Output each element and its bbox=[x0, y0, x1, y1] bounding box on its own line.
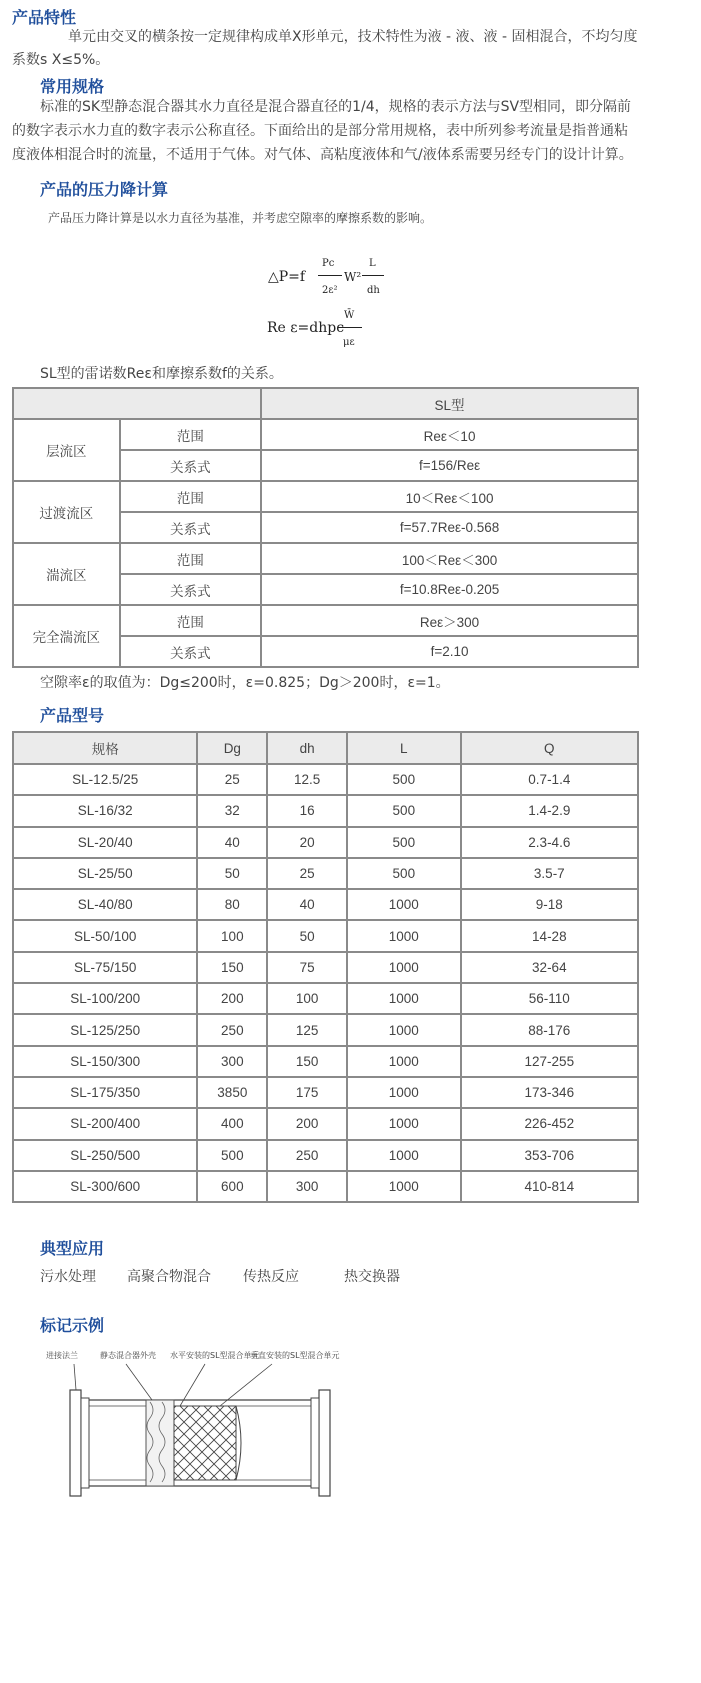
relation-value-cell: f=2.10 bbox=[261, 636, 638, 667]
model-l-cell: 1000 bbox=[347, 1014, 461, 1045]
model-row bbox=[13, 858, 638, 889]
section-title-applications: 典型应用 bbox=[40, 1239, 105, 1258]
left-flange-neck bbox=[81, 1398, 89, 1488]
relation-label-cell: 关系式 bbox=[120, 512, 261, 543]
formula2-num: W̄ bbox=[344, 310, 355, 321]
model-q-cell: 353-706 bbox=[461, 1140, 638, 1171]
section-title-models: 产品型号 bbox=[40, 706, 105, 725]
model-header-dh: dh bbox=[267, 732, 347, 764]
application-item: 高聚合物混合 bbox=[127, 1269, 211, 1285]
formula1-bar2 bbox=[362, 275, 384, 276]
model-dg-cell: 3850 bbox=[197, 1077, 267, 1108]
model-q-cell: 32-64 bbox=[461, 952, 638, 983]
model-dg-cell: 300 bbox=[197, 1046, 267, 1077]
range-value-cell: Reε＜10 bbox=[261, 419, 638, 450]
model-q-cell: 14-28 bbox=[461, 920, 638, 951]
model-dh-cell: 20 bbox=[267, 827, 347, 858]
relation-label-cell: 关系式 bbox=[120, 574, 261, 605]
application-item: 污水处理 bbox=[40, 1269, 96, 1285]
range-label-cell: 范围 bbox=[120, 543, 261, 574]
model-row bbox=[13, 1077, 638, 1108]
model-q-cell: 3.5-7 bbox=[461, 858, 638, 889]
formula2-bar bbox=[338, 327, 362, 328]
model-q-cell: 410-814 bbox=[461, 1171, 638, 1202]
model-dg-cell: 25 bbox=[197, 764, 267, 795]
friction-header-empty bbox=[13, 388, 261, 419]
formula1-den1: 2ε² bbox=[322, 285, 338, 296]
range-value-cell: 10＜Reε＜100 bbox=[261, 481, 638, 512]
formula1-num2: L bbox=[369, 258, 376, 269]
model-q-cell: 9-18 bbox=[461, 889, 638, 920]
model-header-spec: 规格 bbox=[13, 732, 197, 764]
section-title-marking: 标记示例 bbox=[40, 1316, 105, 1335]
model-header-q: Q bbox=[461, 732, 638, 764]
zone-cell: 完全湍流区 bbox=[13, 605, 120, 667]
range-label-cell: 范围 bbox=[120, 605, 261, 636]
model-dh-cell: 25 bbox=[267, 858, 347, 889]
model-spec-cell: SL-175/350 bbox=[13, 1077, 197, 1108]
application-item: 热交换器 bbox=[344, 1269, 400, 1285]
model-row bbox=[13, 983, 638, 1014]
model-header-l: L bbox=[347, 732, 461, 764]
model-l-cell: 500 bbox=[347, 827, 461, 858]
model-q-cell: 0.7-1.4 bbox=[461, 764, 638, 795]
range-value-cell: Reε＞300 bbox=[261, 605, 638, 636]
model-l-cell: 1000 bbox=[347, 920, 461, 951]
model-spec-cell: SL-200/400 bbox=[13, 1108, 197, 1139]
relation-value-cell: f=10.8Reε-0.205 bbox=[261, 574, 638, 605]
model-spec-cell: SL-300/600 bbox=[13, 1171, 197, 1202]
model-dh-cell: 175 bbox=[267, 1077, 347, 1108]
mixer-diagram bbox=[40, 1350, 360, 1500]
model-q-cell: 1.4-2.9 bbox=[461, 795, 638, 826]
model-row bbox=[13, 1140, 638, 1171]
model-row bbox=[13, 795, 638, 826]
formula1-mid: W² bbox=[344, 270, 362, 284]
model-dg-cell: 40 bbox=[197, 827, 267, 858]
model-l-cell: 1000 bbox=[347, 1171, 461, 1202]
model-dh-cell: 50 bbox=[267, 920, 347, 951]
model-dh-cell: 150 bbox=[267, 1046, 347, 1077]
model-l-cell: 1000 bbox=[347, 1077, 461, 1108]
model-row bbox=[13, 1171, 638, 1202]
model-row bbox=[13, 889, 638, 920]
formula1-den2: dh bbox=[367, 285, 380, 296]
model-dg-cell: 600 bbox=[197, 1171, 267, 1202]
right-flange bbox=[319, 1390, 330, 1496]
model-dh-cell: 125 bbox=[267, 1014, 347, 1045]
model-dg-cell: 80 bbox=[197, 889, 267, 920]
model-dg-cell: 200 bbox=[197, 983, 267, 1014]
relation-value-cell: f=156/Reε bbox=[261, 450, 638, 481]
range-label-cell: 范围 bbox=[120, 481, 261, 512]
specs-text-line1: 标准的SK型静态混合器其水力直径是混合器直径的1/4，规格的表示方法与SV型相同，即分隔前 bbox=[40, 99, 632, 115]
section-title-pressure: 产品的压力降计算 bbox=[40, 180, 169, 199]
model-dh-cell: 16 bbox=[267, 795, 347, 826]
right-flange-neck bbox=[311, 1398, 319, 1488]
specs-text-line3: 度液体相混合时的流量，不适用于气体。对气体、高粘度液体和气/液体系需要另经专门的设计计算。 bbox=[12, 147, 633, 163]
model-l-cell: 1000 bbox=[347, 952, 461, 983]
left-flange bbox=[70, 1390, 81, 1496]
label-flange: 进接法兰 bbox=[46, 1351, 78, 1360]
model-row bbox=[13, 1108, 638, 1139]
zone-cell: 湍流区 bbox=[13, 543, 120, 605]
formula1-lhs: △P=f bbox=[268, 269, 306, 285]
model-row bbox=[13, 1014, 638, 1045]
model-l-cell: 1000 bbox=[347, 889, 461, 920]
model-row bbox=[13, 1046, 638, 1077]
model-dg-cell: 150 bbox=[197, 952, 267, 983]
model-table bbox=[12, 731, 639, 1203]
model-spec-cell: SL-50/100 bbox=[13, 920, 197, 951]
model-spec-cell: SL-125/250 bbox=[13, 1014, 197, 1045]
label-horizontal-element: 水平安装的SL型混合单元 bbox=[170, 1351, 260, 1360]
model-row bbox=[13, 920, 638, 951]
model-dg-cell: 100 bbox=[197, 920, 267, 951]
friction-table bbox=[12, 387, 639, 668]
model-row bbox=[13, 827, 638, 858]
mixer-drawing bbox=[40, 1350, 360, 1500]
features-text-line1: 单元由交叉的横条按一定规律构成单X形单元，技术特性为液 - 液、液 - 固相混合，不均匀度 bbox=[68, 29, 638, 45]
model-spec-cell: SL-250/500 bbox=[13, 1140, 197, 1171]
vertical-mixing-element bbox=[146, 1400, 174, 1486]
model-dg-cell: 500 bbox=[197, 1140, 267, 1171]
model-dh-cell: 250 bbox=[267, 1140, 347, 1171]
specs-text-line2: 的数字表示水力直的数字表示公称直径。下面给出的是部分常用规格，表中所列参考流量是指普通粘 bbox=[12, 123, 628, 139]
formula1-bar1 bbox=[318, 275, 342, 276]
model-dg-cell: 250 bbox=[197, 1014, 267, 1045]
label-housing: 静态混合器外壳 bbox=[100, 1351, 156, 1360]
model-spec-cell: SL-20/40 bbox=[13, 827, 197, 858]
range-value-cell: 100＜Reε＜300 bbox=[261, 543, 638, 574]
model-dh-cell: 75 bbox=[267, 952, 347, 983]
model-dg-cell: 400 bbox=[197, 1108, 267, 1139]
relation-label-cell: 关系式 bbox=[120, 636, 261, 667]
application-item: 传热反应 bbox=[243, 1269, 299, 1285]
model-spec-cell: SL-40/80 bbox=[13, 889, 197, 920]
friction-table-caption: SL型的雷诺数Reε和摩擦系数f的关系。 bbox=[40, 366, 283, 382]
model-dh-cell: 12.5 bbox=[267, 764, 347, 795]
model-dg-cell: 32 bbox=[197, 795, 267, 826]
model-q-cell: 173-346 bbox=[461, 1077, 638, 1108]
model-spec-cell: SL-12.5/25 bbox=[13, 764, 197, 795]
model-spec-cell: SL-150/300 bbox=[13, 1046, 197, 1077]
zone-cell: 层流区 bbox=[13, 419, 120, 481]
model-q-cell: 2.3-4.6 bbox=[461, 827, 638, 858]
range-label-cell: 范围 bbox=[120, 419, 261, 450]
model-spec-cell: SL-25/50 bbox=[13, 858, 197, 889]
model-dh-cell: 100 bbox=[267, 983, 347, 1014]
model-spec-cell: SL-75/150 bbox=[13, 952, 197, 983]
model-spec-cell: SL-16/32 bbox=[13, 795, 197, 826]
void-ratio-note: 空隙率ε的取值为：Dg≤200时，ε=0.825；Dg＞200时，ε=1。 bbox=[40, 675, 450, 691]
section-title-specs: 常用规格 bbox=[40, 77, 105, 96]
model-row bbox=[13, 764, 638, 795]
relation-value-cell: f=57.7Reε-0.568 bbox=[261, 512, 638, 543]
model-q-cell: 88-176 bbox=[461, 1014, 638, 1045]
model-l-cell: 500 bbox=[347, 764, 461, 795]
model-dh-cell: 300 bbox=[267, 1171, 347, 1202]
horizontal-mixing-element bbox=[174, 1406, 236, 1480]
zone-cell: 过渡流区 bbox=[13, 481, 120, 543]
model-l-cell: 1000 bbox=[347, 1140, 461, 1171]
formula2-den: με bbox=[343, 337, 355, 348]
model-l-cell: 1000 bbox=[347, 1108, 461, 1139]
model-dg-cell: 50 bbox=[197, 858, 267, 889]
pressure-intro: 产品压力降计算是以水力直径为基准，并考虑空隙率的摩擦系数的影响。 bbox=[48, 211, 433, 225]
model-l-cell: 500 bbox=[347, 795, 461, 826]
model-q-cell: 56-110 bbox=[461, 983, 638, 1014]
model-row bbox=[13, 952, 638, 983]
model-spec-cell: SL-100/200 bbox=[13, 983, 197, 1014]
model-l-cell: 1000 bbox=[347, 1046, 461, 1077]
model-header-dg: Dg bbox=[197, 732, 267, 764]
friction-header-sl: SL型 bbox=[261, 388, 638, 419]
model-l-cell: 500 bbox=[347, 858, 461, 889]
label-vertical-element: 垂直安装的SL型混合单元 bbox=[250, 1351, 340, 1360]
model-dh-cell: 200 bbox=[267, 1108, 347, 1139]
model-q-cell: 226-452 bbox=[461, 1108, 638, 1139]
formula2-lhs: Re ε=dhpc bbox=[267, 320, 345, 336]
model-l-cell: 1000 bbox=[347, 983, 461, 1014]
model-q-cell: 127-255 bbox=[461, 1046, 638, 1077]
section-title-features: 产品特性 bbox=[12, 8, 77, 27]
features-text-line2: 系数s X≤5%。 bbox=[12, 52, 110, 68]
formula1-num1: Pc bbox=[322, 258, 335, 269]
relation-label-cell: 关系式 bbox=[120, 450, 261, 481]
model-dh-cell: 40 bbox=[267, 889, 347, 920]
